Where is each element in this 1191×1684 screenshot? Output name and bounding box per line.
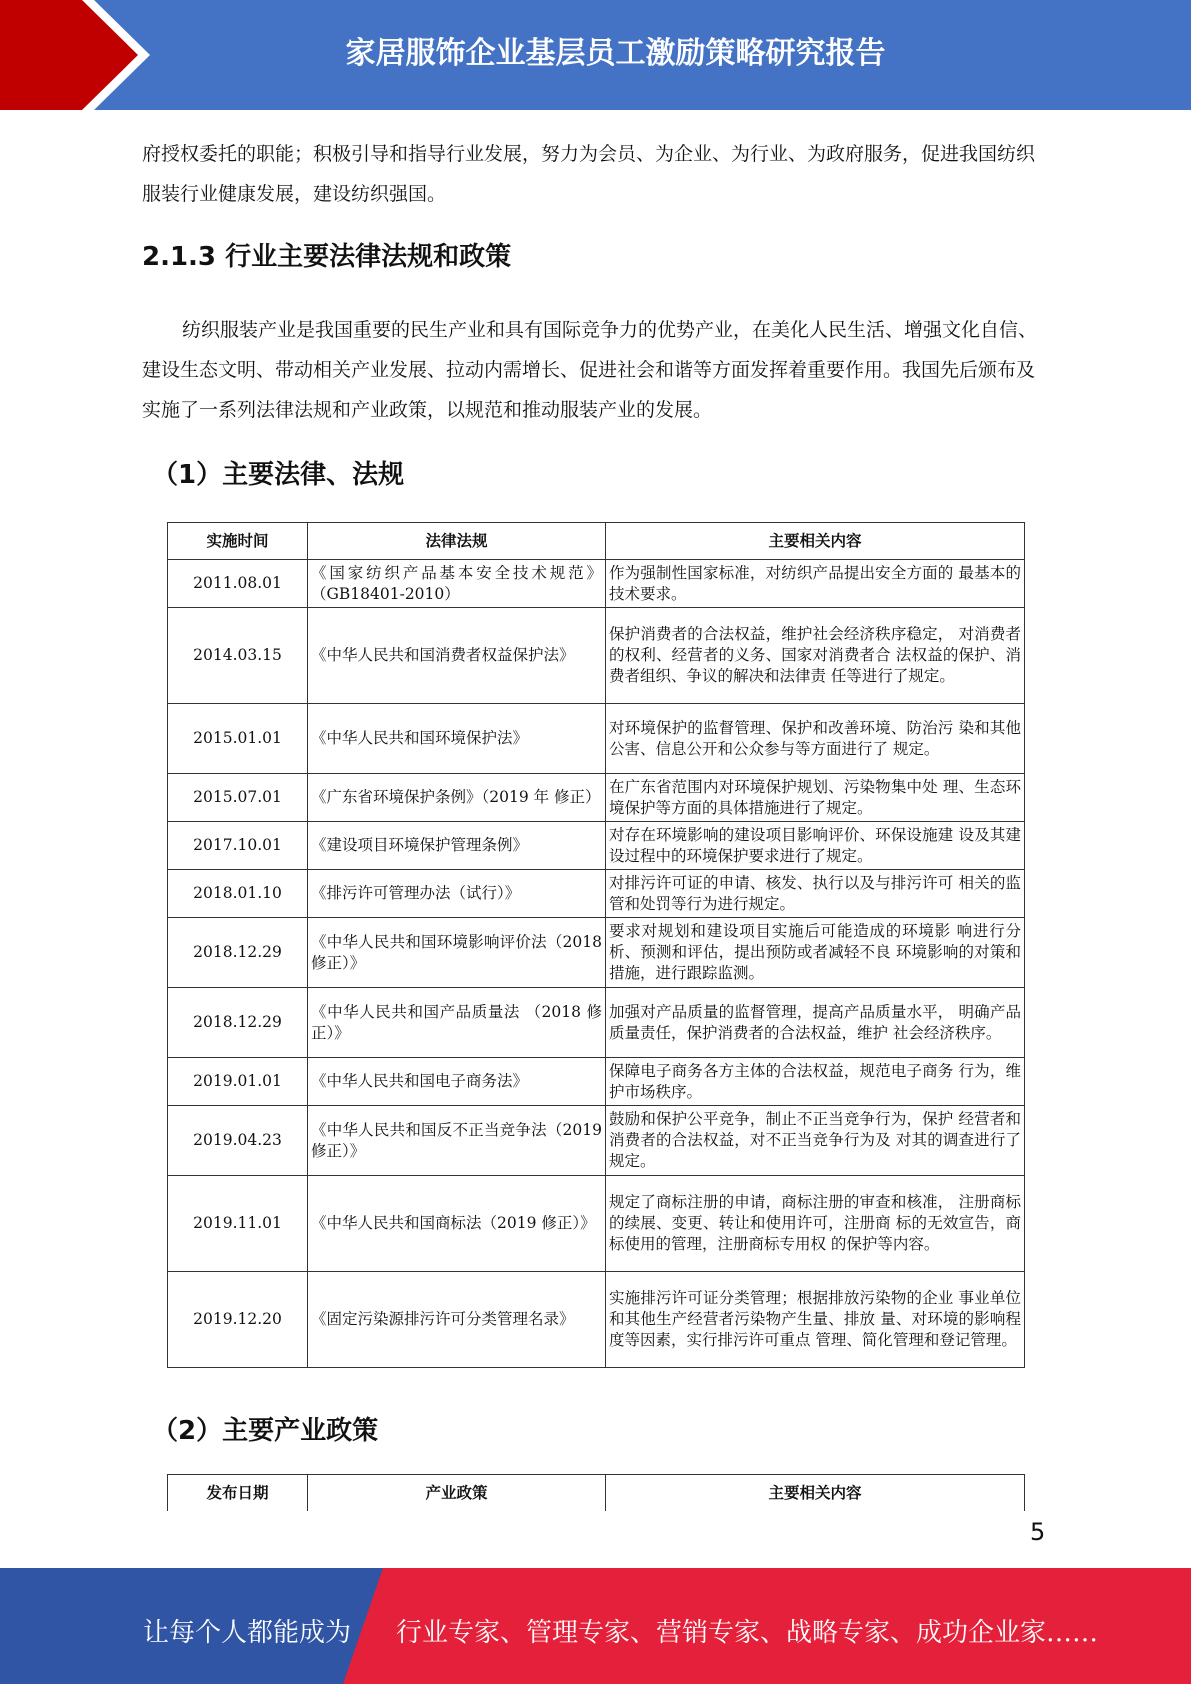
cell-date: 2011.08.01: [168, 560, 308, 608]
table-row: [168, 1106, 1025, 1176]
section-paragraph: 纺织服装产业是我国重要的民生产业和具有国际竞争力的优势产业，在美化人民生活、增强文化自信、建设生态文明、带动相关产业发展、拉动内需增长、促进社会和谐等方面发挥着重要作用。我国先后颁布及实施了一系列法律法规和产业政策，以规范和推动服装产业的发展。: [142, 319, 1038, 421]
cell-date: 2018.12.29: [168, 918, 308, 988]
cell-law: 《中华人民共和国电子商务法》: [308, 1058, 606, 1106]
table-row: [168, 918, 1025, 988]
table-row: [168, 1272, 1025, 1368]
page-number: 5: [1030, 1518, 1046, 1546]
cell-law: 《中华人民共和国产品质量法 （2018 修正）》: [308, 988, 606, 1058]
policies-heading: （2）主要产业政策: [152, 1416, 379, 1446]
table-row: [168, 822, 1025, 870]
cell-date: 2017.10.01: [168, 822, 308, 870]
col-header-law: 法律法规: [308, 523, 606, 560]
cell-content: 鼓励和保护公平竞争，制止不正当竞争行为，保护 经营者和消费者的合法权益，对不正当竞争行为及 对其的调查进行了规定。: [606, 1106, 1025, 1176]
page-header: [0, 0, 1191, 110]
col-header-release-date: 发布日期: [168, 1475, 308, 1512]
cell-date: 2019.04.23: [168, 1106, 308, 1176]
cell-content: 保障电子商务各方主体的合法权益，规范电子商务 行为，维护市场秩序。: [606, 1058, 1025, 1106]
table-row: [168, 560, 1025, 608]
col-header-content: 主要相关内容: [606, 523, 1025, 560]
cell-law: 《国家纺织产品基本安全技术规范》（GB18401-2010）: [308, 560, 606, 608]
cell-date: 2015.07.01: [168, 774, 308, 822]
table-row: [168, 1176, 1025, 1272]
cell-law: 《中华人民共和国反不正当竞争法（2019 修正）》: [308, 1106, 606, 1176]
cell-content: 对排污许可证的申请、核发、执行以及与排污许可 相关的监管和处罚等行为进行规定。: [606, 870, 1025, 918]
intro-paragraph: 府授权委托的职能；积极引导和指导行业发展，努力为会员、为企业、为行业、为政府服务，促进我国纺织服装行业健康发展，建设纺织强国。: [142, 143, 1036, 205]
cell-content: 保护消费者的合法权益，维护社会经济秩序稳定， 对消费者的权利、经营者的义务、国家对消费者合 法权益的保护、消费者组织、争议的解决和法律责 任等进行了规定。: [606, 608, 1025, 704]
col-header-policy-content: 主要相关内容: [606, 1475, 1025, 1512]
cell-law: 《排污许可管理办法（试行）》: [308, 870, 606, 918]
policies-table: [167, 1474, 1025, 1511]
cell-content: 规定了商标注册的申请，商标注册的审查和核准， 注册商标的续展、变更、转让和使用许可，注册商 标的无效宣告，商标使用的管理，注册商标专用权 的保护等内容。: [606, 1176, 1025, 1272]
table-row: [168, 988, 1025, 1058]
cell-content: 实施排污许可证分类管理；根据排放污染物的企业 事业单位和其他生产经营者污染物产生量、排放 量、对环境的影响程度等因素，实行排污许可重点 管理、简化管理和登记管理。: [606, 1272, 1025, 1368]
laws-table-header: [168, 523, 1025, 560]
laws-table: [167, 522, 1025, 1368]
laws-heading: （1）主要法律、法规: [152, 460, 405, 490]
table-row: [168, 774, 1025, 822]
footer-slogan-right: 行业专家、管理专家、营销专家、战略专家、成功企业家……: [396, 1618, 1099, 1648]
footer-slogan-left: 让每个人都能成为: [143, 1618, 352, 1648]
table-row: [168, 608, 1025, 704]
cell-date: 2018.12.29: [168, 988, 308, 1058]
cell-content: 要求对规划和建设项目实施后可能造成的环境影 响进行分析、预测和评估，提出预防或者减轻不良 环境影响的对策和措施，进行跟踪监测。: [606, 918, 1025, 988]
cell-law: 《中华人民共和国环境保护法》: [308, 704, 606, 774]
policies-table-header: [168, 1475, 1025, 1512]
cell-law: 《中华人民共和国环境影响评价法（2018 修正）》: [308, 918, 606, 988]
table-row: [168, 1058, 1025, 1106]
cell-content: 对存在环境影响的建设项目影响评价、环保设施建 设及其建设过程中的环境保护要求进行了规定。: [606, 822, 1025, 870]
cell-date: 2019.01.01: [168, 1058, 308, 1106]
cell-date: 2019.11.01: [168, 1176, 308, 1272]
cell-date: 2015.01.01: [168, 704, 308, 774]
laws-table-body: [168, 560, 1025, 1368]
cell-content: 对环境保护的监督管理、保护和改善环境、防治污 染和其他公害、信息公开和公众参与等方面进行了 规定。: [606, 704, 1025, 774]
cell-law: 《中华人民共和国商标法（2019 修正）》: [308, 1176, 606, 1272]
table-row: [168, 870, 1025, 918]
col-header-date: 实施时间: [168, 523, 308, 560]
cell-law: 《中华人民共和国消费者权益保护法》: [308, 608, 606, 704]
cell-law: 《建设项目环境保护管理条例》: [308, 822, 606, 870]
cell-law: 《固定污染源排污许可分类管理名录》: [308, 1272, 606, 1368]
cell-content: 作为强制性国家标准，对纺织产品提出安全方面的 最基本的技术要求。: [606, 560, 1025, 608]
cell-date: 2014.03.15: [168, 608, 308, 704]
cell-law: 《广东省环境保护条例》（2019 年 修正）: [308, 774, 606, 822]
col-header-policy: 产业政策: [308, 1475, 606, 1512]
cell-content: 在广东省范围内对环境保护规划、污染物集中处 理、生态环境保护等方面的具体措施进行了规定。: [606, 774, 1025, 822]
section-heading: 2.1.3 行业主要法律法规和政策: [142, 242, 512, 272]
header-title: 家居服饰企业基层员工激励策略研究报告: [345, 36, 886, 71]
cell-date: 2019.12.20: [168, 1272, 308, 1368]
table-row: [168, 704, 1025, 774]
cell-date: 2018.01.10: [168, 870, 308, 918]
cell-content: 加强对产品质量的监督管理，提高产品质量水平， 明确产品质量责任，保护消费者的合法权益，维护 社会经济秩序。: [606, 988, 1025, 1058]
